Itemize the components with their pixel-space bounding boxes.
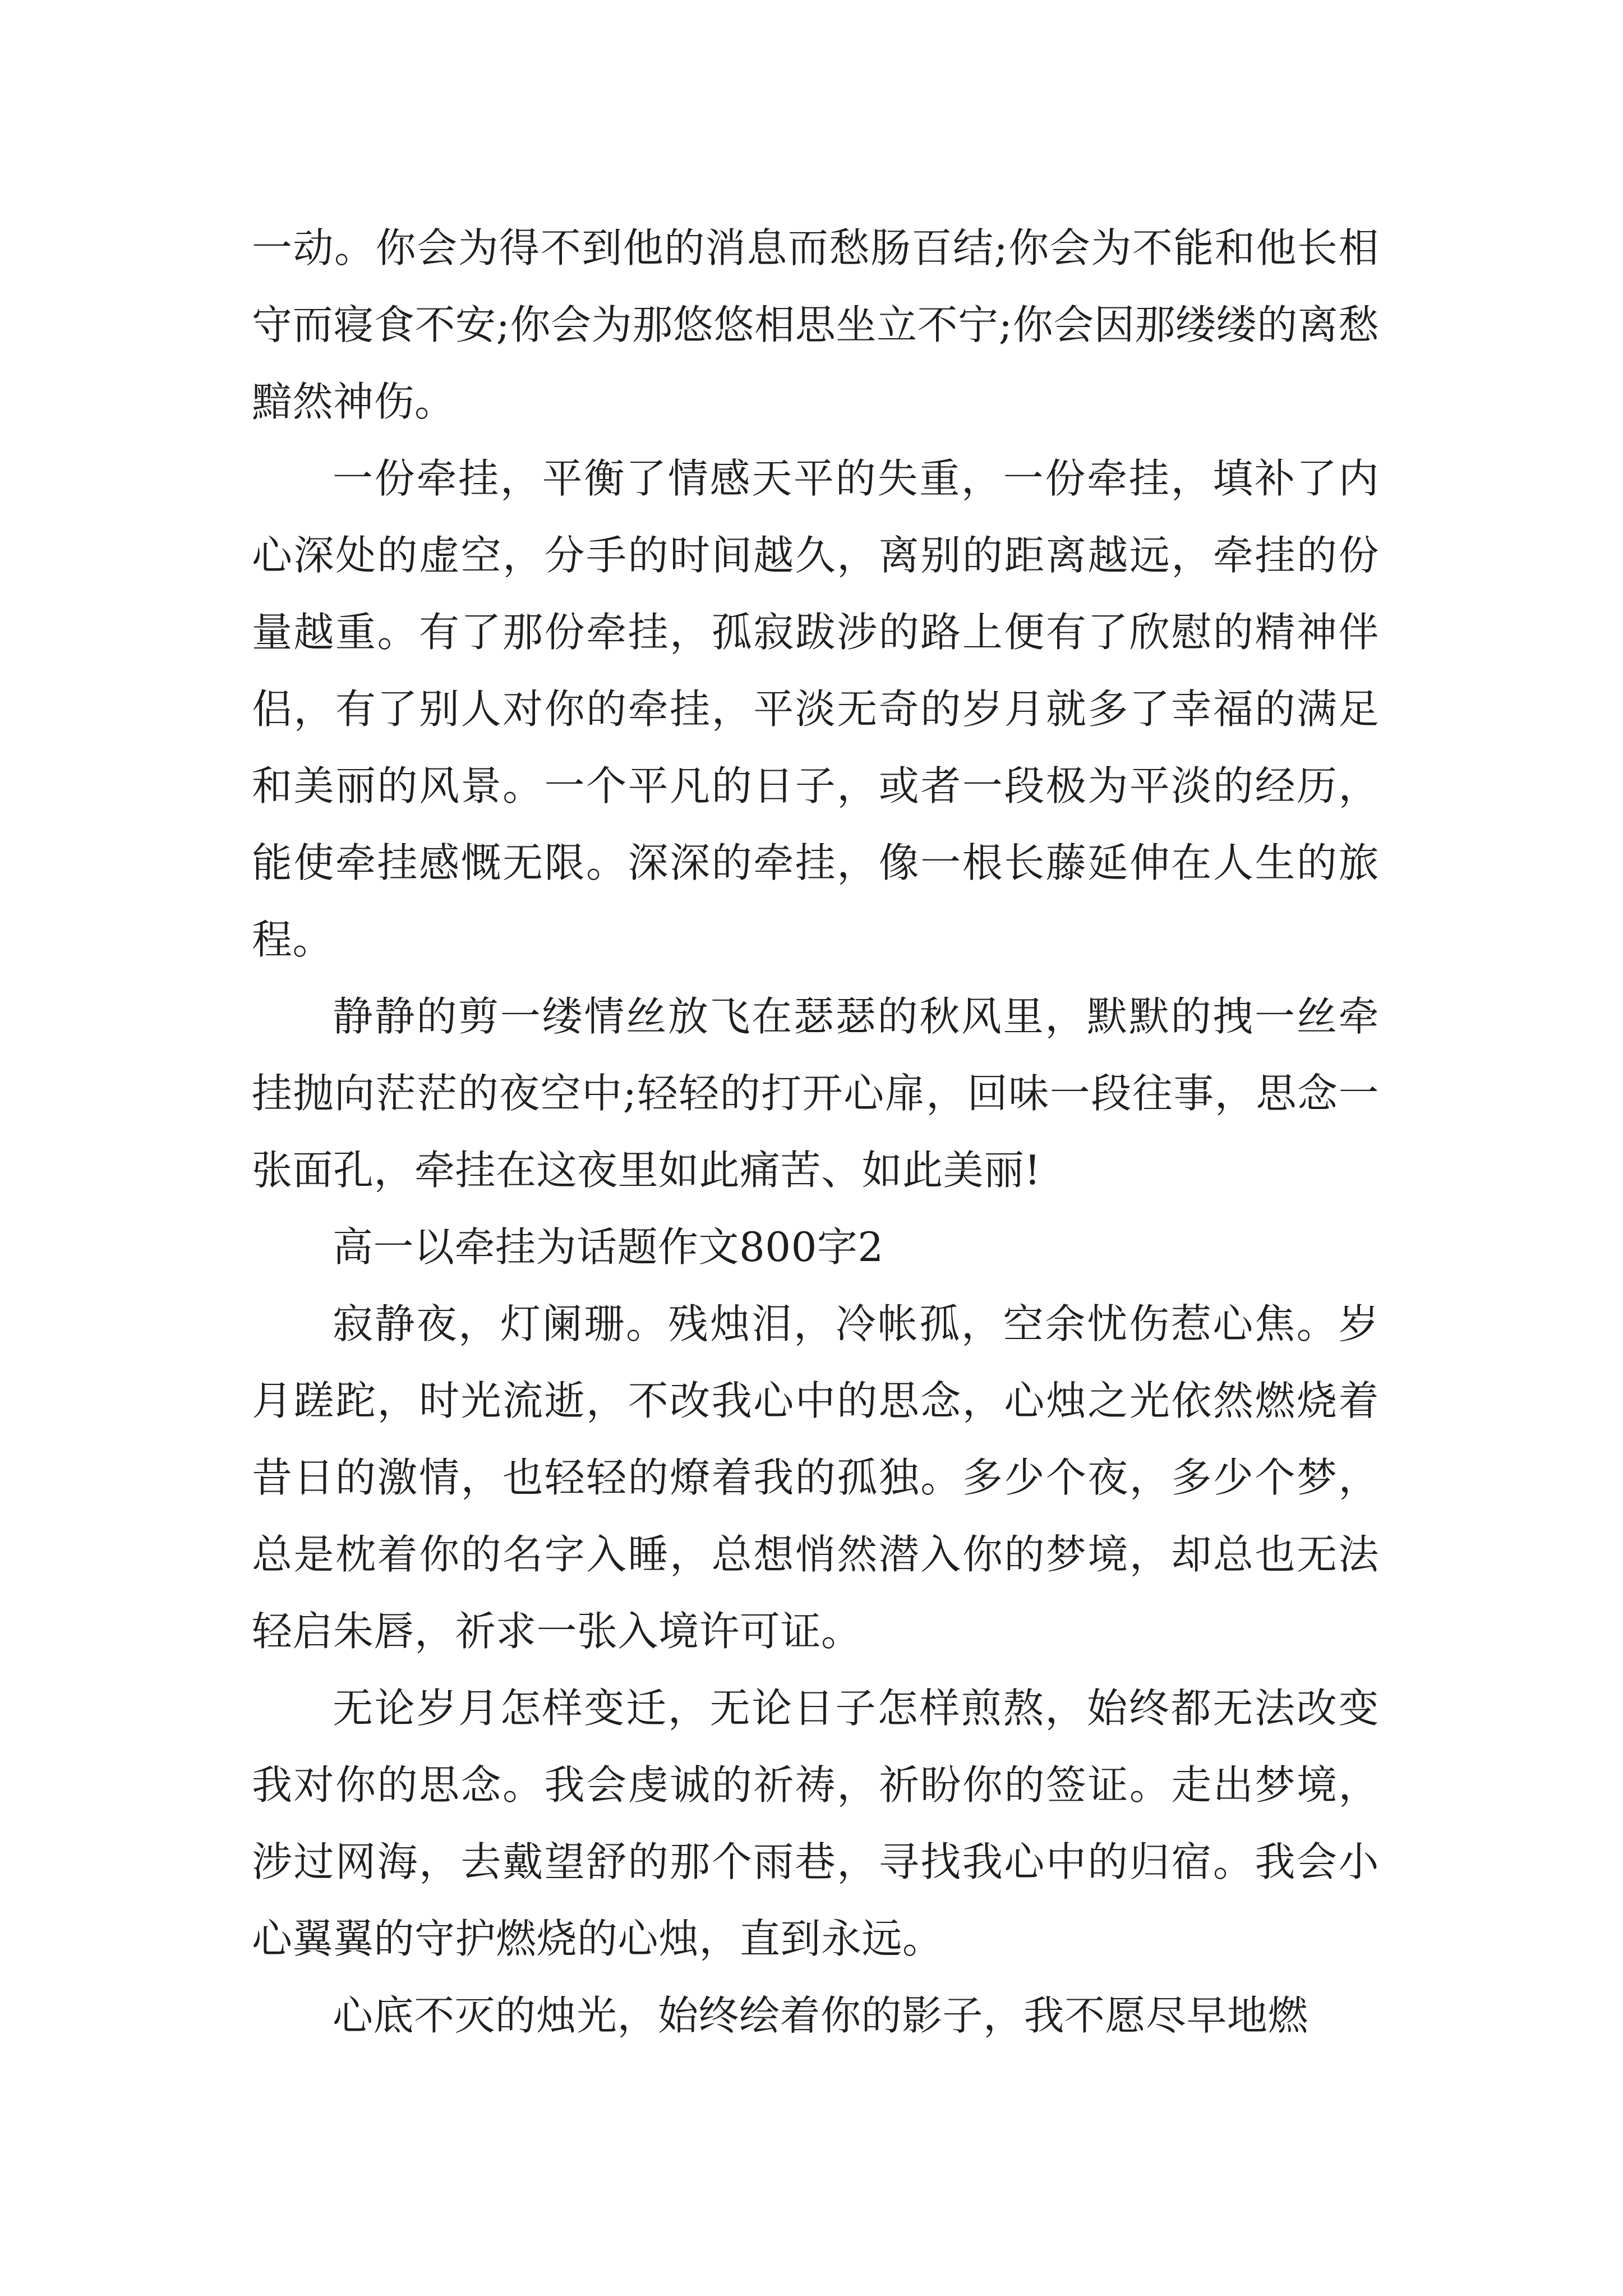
document-body: [252, 210, 1379, 2054]
paragraph-3: 静静的剪一缕情丝放飞在瑟瑟的秋风里，默默的拽一丝牵挂抛向茫茫的夜空中;轻轻的打开心扉，回味一段往事，思念一张面孔，牵挂在这夜里如此痛苦、如此美丽!: [252, 993, 1379, 1194]
paragraph-1: 一动。你会为得不到他的消息而愁肠百结;你会为不能和他长相守而寝食不安;你会为那悠悠相思坐立不宁;你会因那缕缕的离愁黯然神伤。: [252, 224, 1379, 425]
section-heading: 高一以牵挂为话题作文800字2: [333, 1223, 884, 1271]
paragraph-2: 一份牵挂，平衡了情感天平的失重，一份牵挂，填补了内心深处的虚空，分手的时间越久，离别的距离越远，牵挂的份量越重。有了那份牵挂，孤寂跋涉的路上便有了欣慰的精神伴侣，有了别人对你的牵挂，平淡无奇的岁月就多了幸福的满足和美丽的风景。一个平凡的日子，或者一段极为平淡的经历，能使牵挂感慨无限。深深的牵挂，像一根长藤延伸在人生的旅程。: [252, 455, 1379, 963]
paragraph-6: 心底不灭的烛光，始终绘着你的影子，我不愿尽早地燃: [333, 1992, 1309, 2039]
paragraph-4: 寂静夜，灯阑珊。残烛泪，冷帐孤，空余忧伤惹心焦。岁月蹉跎，时光流逝，不改我心中的思念，心烛之光依然燃烧着昔日的激情，也轻轻的燎着我的孤独。多少个夜，多少个梦，总是枕着你的名字入睡，总想悄然潜入你的梦境，却总也无法轻启朱唇，祈求一张入境许可证。: [252, 1300, 1379, 1655]
paragraph-5: 无论岁月怎样变迁，无论日子怎样煎熬，始终都无法改变我对你的思念。我会虔诚的祈祷，祈盼你的签证。走出梦境，涉过网海，去戴望舒的那个雨巷，寻找我心中的归宿。我会小心翼翼的守护燃烧的心烛，直到永远。: [252, 1685, 1379, 1962]
